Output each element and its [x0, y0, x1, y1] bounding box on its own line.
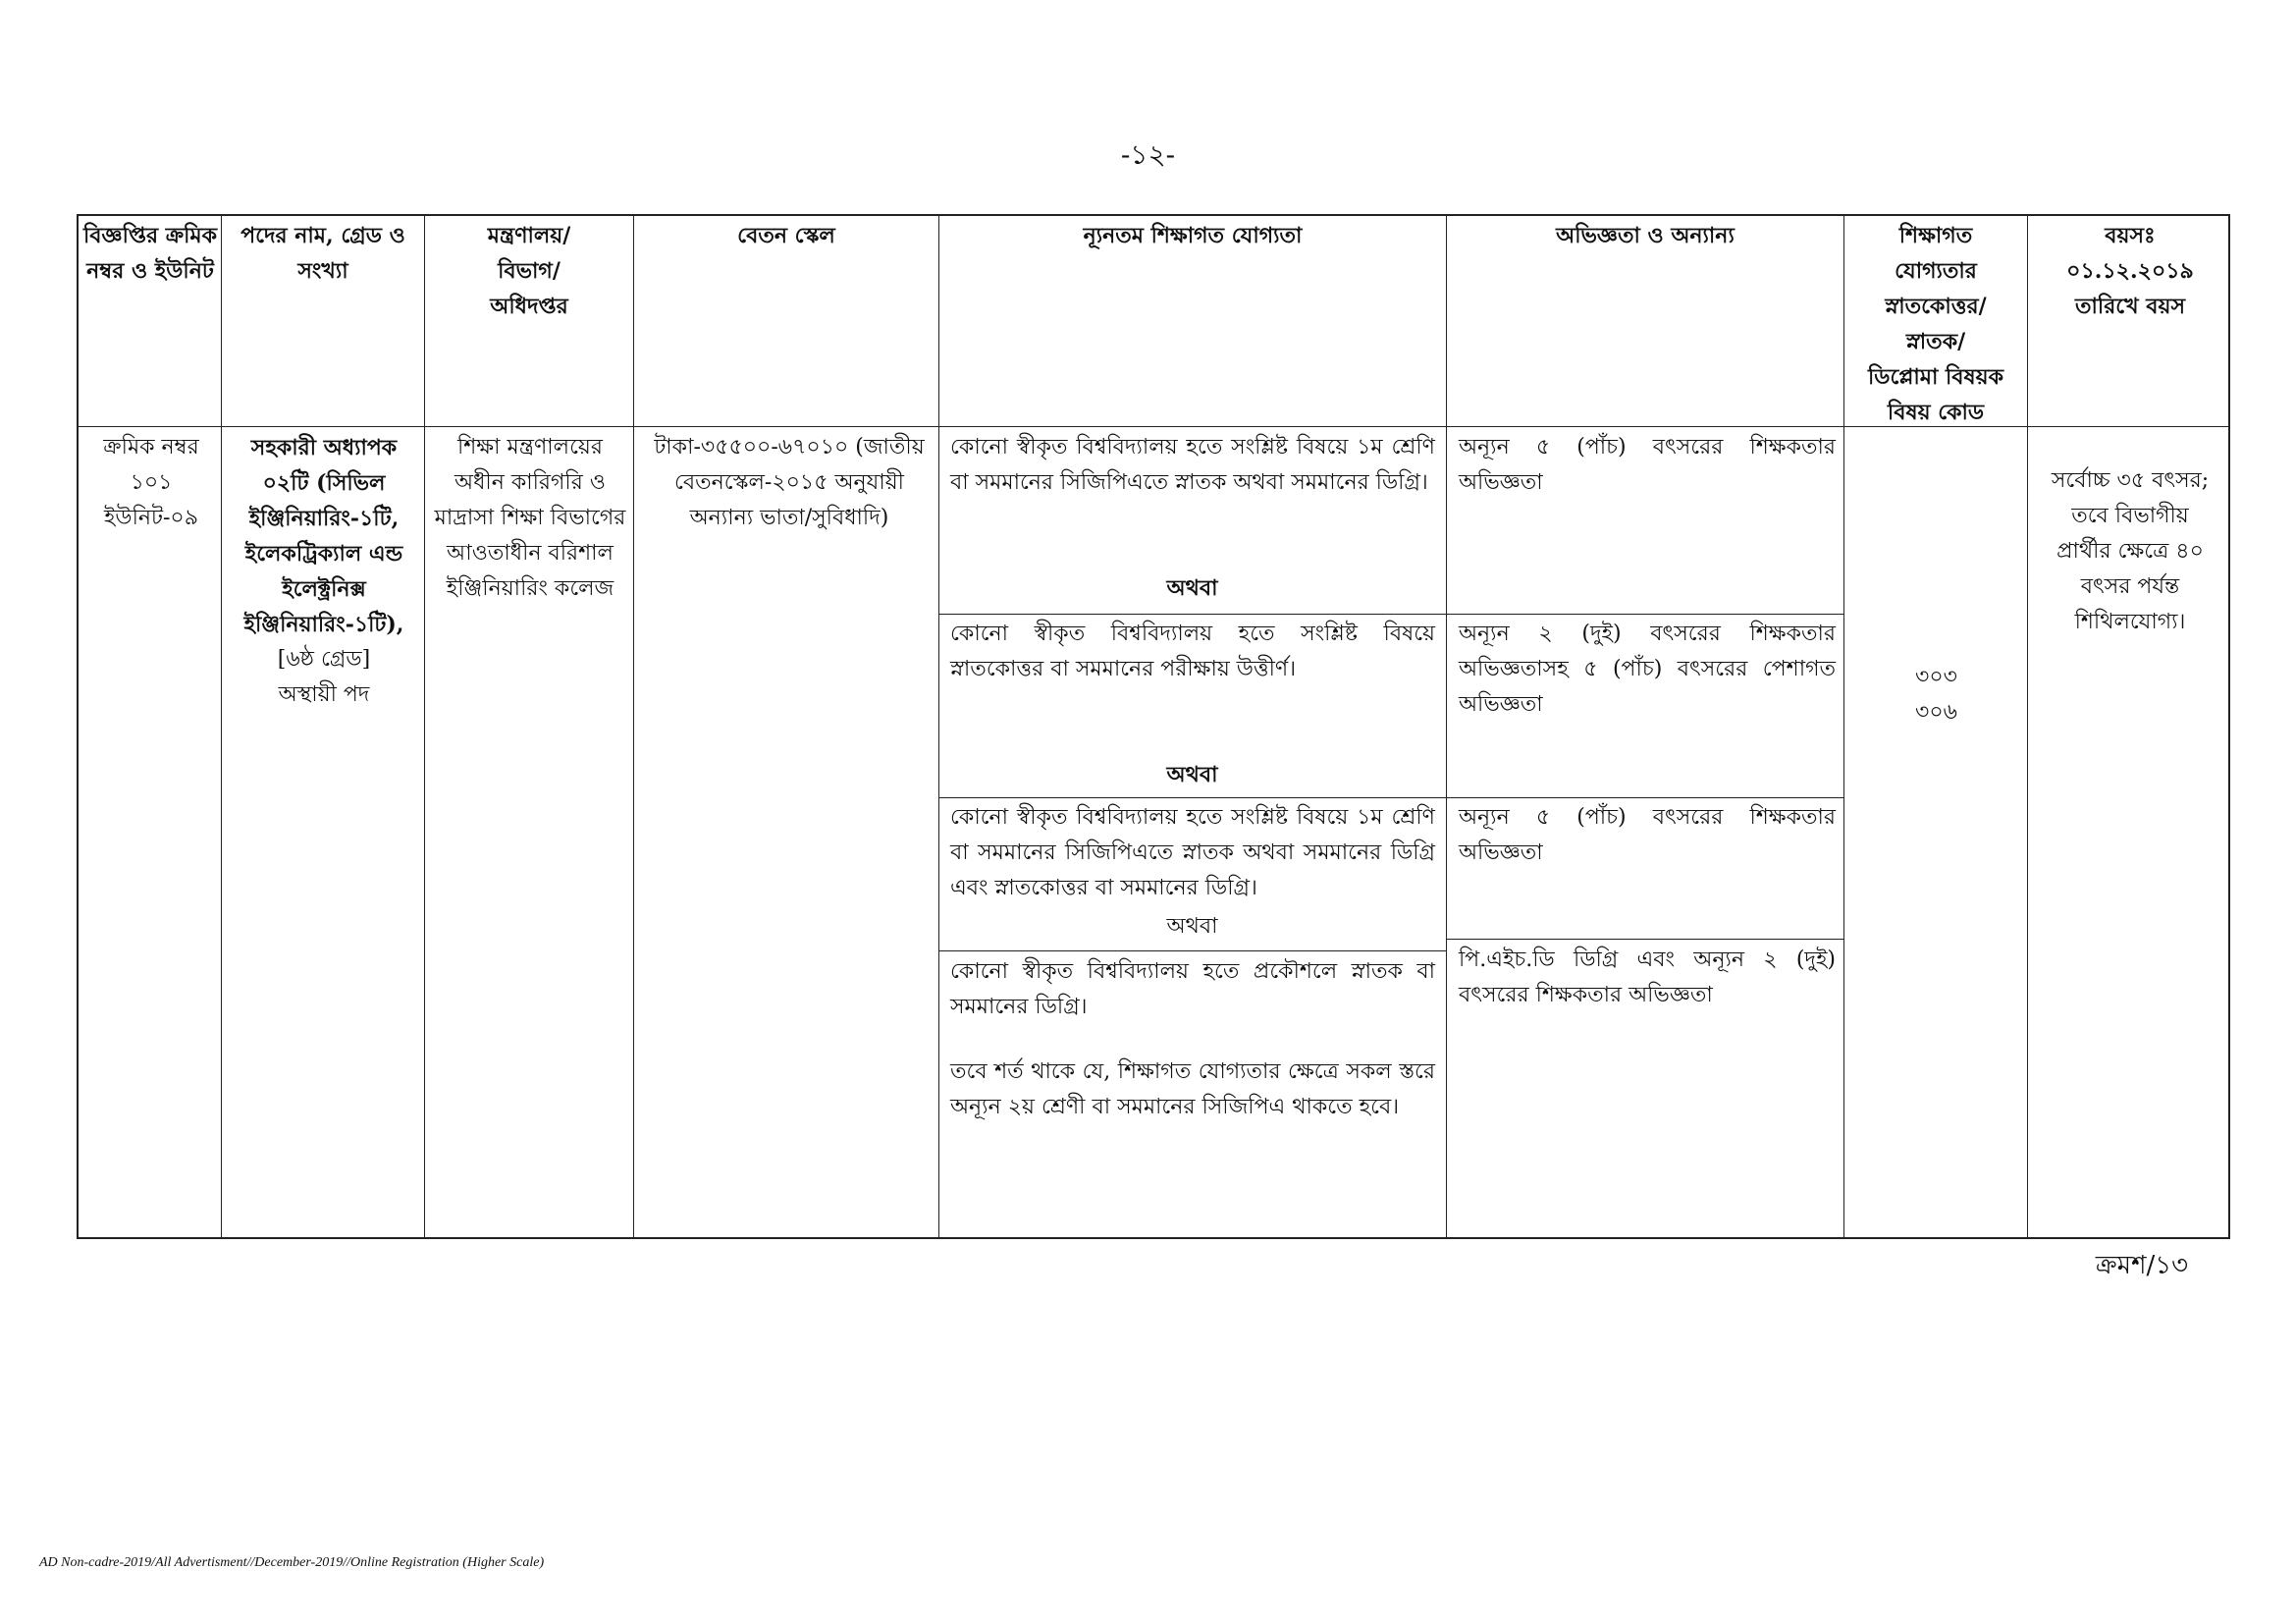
header-experience: অভিজ্ঞতা ও অন্যান্য — [1556, 223, 1735, 248]
header-post: পদের নাম, গ্রেড ও সংখ্যা — [240, 223, 405, 284]
ministry-name: শিক্ষা মন্ত্রণালয়ের অধীন কারিগরি ও মাদ্রাসা শিক্ষা বিভাগের আওতাধীন বরিশাল ইঞ্জিনিয়ারিং কলেজ — [434, 435, 626, 601]
qualification-2: কোনো স্বীকৃত বিশ্ববিদ্যালয় হতে সংশ্লিষ্ট বিষয়ে স্নাতকোত্তর বা সমমানের পরীক্ষায় উত্তীর্ণ। — [950, 622, 1435, 681]
row-divider — [1446, 797, 1843, 798]
qualification-1: কোনো স্বীকৃত বিশ্ববিদ্যালয় হতে সংশ্লিষ্ট বিষয়ে ১ম শ্রেণি বা সমমানের সিজিপিএতে স্নাতক অথবা সমমানের ডিগ্রি। — [950, 435, 1435, 495]
page-number: -১২- — [1120, 138, 1176, 171]
row-divider — [938, 614, 1446, 615]
experience-1: অন্যূন ৫ (পাঁচ) বৎসরের শিক্ষকতার অভিজ্ঞতা — [1459, 435, 1836, 495]
row-divider — [938, 950, 1446, 951]
header-min-qualification: ন্যূনতম শিক্ষাগত যোগ্যতা — [1083, 223, 1303, 248]
experience-2: অন্যূন ২ (দুই) বৎসরের শিক্ষকতার অভিজ্ঞতাসহ ৫ (পাঁচ) বৎসরের পেশাগত অভিজ্ঞতা — [1459, 622, 1836, 717]
header-pay-scale: বেতন স্কেল — [737, 223, 835, 248]
column-divider — [221, 216, 222, 1237]
pay-scale: টাকা-৩৫৫০০-৬৭০১০ (জাতীয় বেতনস্কেল-২০১৫ অনুযায়ী অন্যান্য ভাতা/সুবিধাদি) — [654, 435, 925, 530]
experience-4: পি.এইচ.ডি ডিগ্রি এবং অন্যূন ২ (দুই) বৎসরের শিক্ষকতার অভিজ্ঞতা — [1459, 947, 1836, 1007]
serial-number: ক্রমিক নম্বর ১০১ ইউনিট-০৯ — [103, 435, 199, 530]
qualification-3: কোনো স্বীকৃত বিশ্ববিদ্যালয় হতে সংশ্লিষ্ট বিষয়ে ১ম শ্রেণি বা সমমানের সিজিপিএতে স্নাতক অথবা সমমানের ডিগ্রি এবং স্নাতকোত্তর বা সমমানের ডিগ্রি। — [950, 805, 1435, 900]
experience-3: অন্যূন ৫ (পাঁচ) বৎসরের শিক্ষকতার অভিজ্ঞতা — [1459, 805, 1836, 865]
column-divider — [424, 216, 425, 1237]
age-limit: সর্বোচ্চ ৩৫ বৎসর; তবে বিভাগীয় প্রার্থীর ক্ষেত্রে ৪০ বৎসর পর্যন্ত শিথিলযোগ্য। — [2051, 468, 2210, 634]
qualification-condition: তবে শর্ত থাকে যে, শিক্ষাগত যোগ্যতার ক্ষেত্রে সকল স্তরে অন্যূন ২য় শ্রেণী বা সমমানের সিজিপিএ থাকতে হবে। — [950, 1059, 1435, 1119]
post-details — [228, 430, 420, 713]
or-label: অথবা — [1166, 575, 1218, 601]
column-divider — [2027, 216, 2028, 1237]
post-type: অস্থায়ী পদ — [278, 682, 370, 707]
qualification-4: কোনো স্বীকৃত বিশ্ববিদ্যালয় হতে প্রকৌশলে স্নাতক বা সমমানের ডিগ্রি। — [950, 959, 1435, 1019]
row-divider — [1446, 939, 1843, 940]
or-label: অথবা — [1166, 914, 1218, 939]
header-serial: বিজ্ঞপ্তির ক্রমিক নম্বর ও ইউনিট — [82, 223, 218, 284]
or-label: অথবা — [1166, 762, 1218, 787]
column-divider — [1843, 216, 1844, 1237]
footer-reference: AD Non-cadre-2019/All Advertisment//December-2019//Online Registration (Higher Scale) — [39, 1555, 545, 1570]
continued-label: ক্রমশ/১৩ — [2095, 1251, 2188, 1280]
column-divider — [633, 216, 634, 1237]
post-title: সহকারী অধ্যাপক ০২টি (সিভিল ইঞ্জিনিয়ারিং-১টি, ইলেকট্রিক্যাল এন্ড ইলেক্ট্রনিক্স ইঞ্জিনিয়ারিং-১টি), — [243, 435, 404, 637]
recruitment-table — [77, 214, 2230, 1239]
header-subject-code: শিক্ষাগত যোগ্যতার স্নাতকোত্তর/ স্নাতক/ ডিপ্লোমা বিষয়ক বিষয় কোড — [1868, 223, 2003, 425]
row-divider — [1446, 614, 1843, 615]
header-ministry: মন্ত্রণালয়/ বিভাগ/ অধিদপ্তর — [487, 223, 571, 319]
column-divider — [1446, 216, 1447, 1237]
column-divider — [938, 216, 939, 1237]
post-grade: [৬ষ্ঠ গ্রেড] — [277, 647, 371, 672]
header-age: বয়সঃ ০১.১২.২০১৯ তারিখে বয়স — [2066, 223, 2194, 319]
subject-codes: ৩০৩ ৩০৬ — [1915, 665, 1957, 725]
row-divider — [938, 797, 1446, 798]
